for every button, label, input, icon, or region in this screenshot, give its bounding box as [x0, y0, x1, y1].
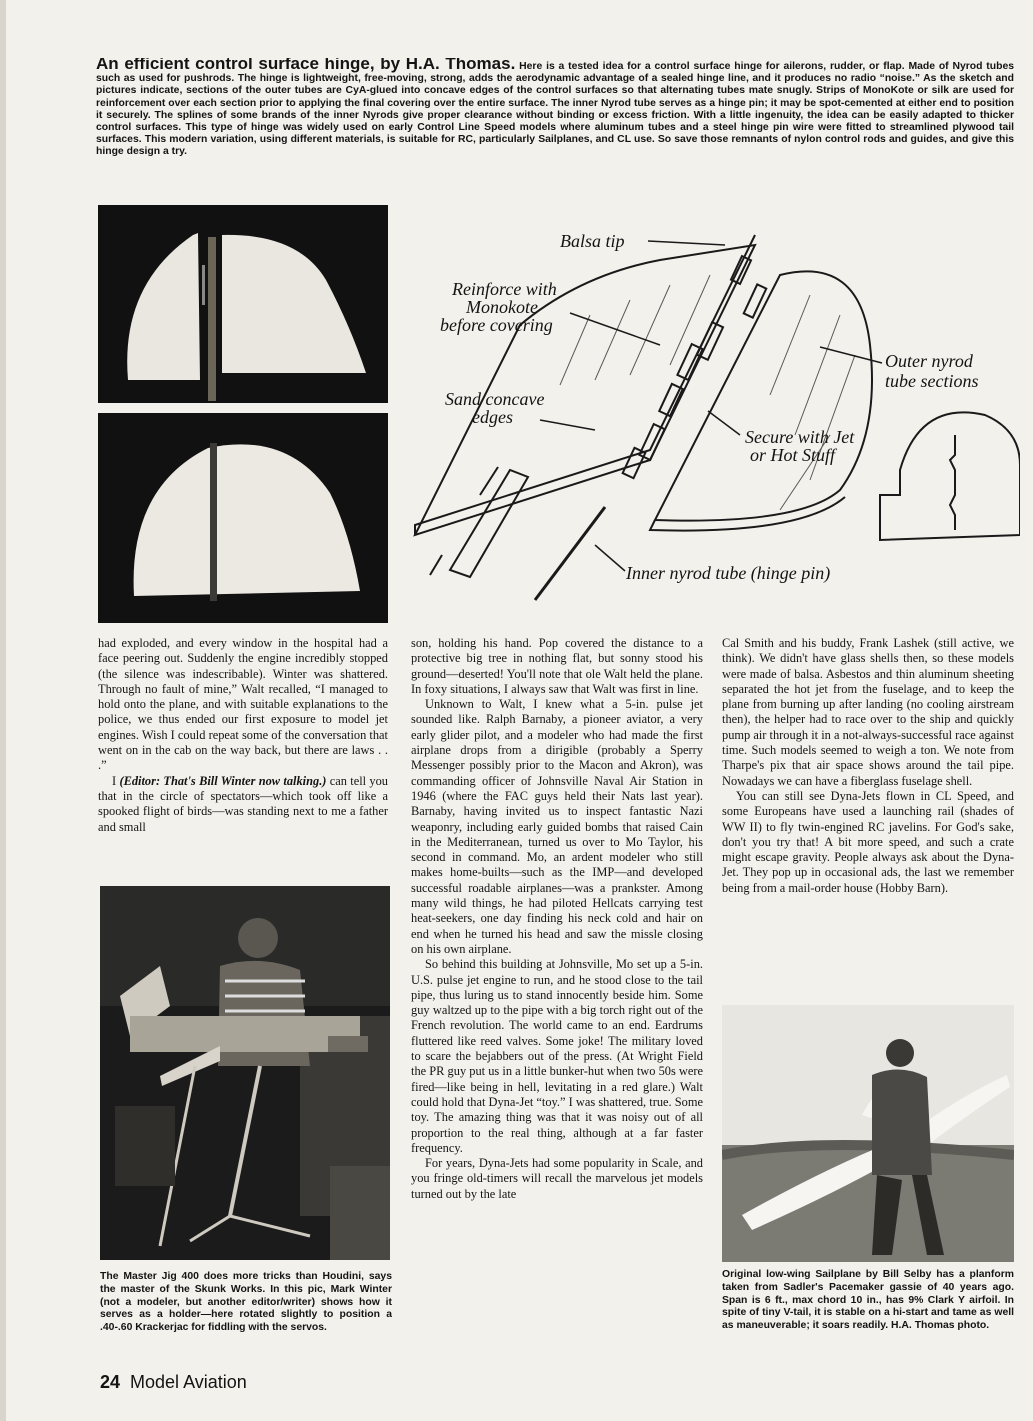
hinge-diagram: [400, 205, 1020, 625]
col2-paragraph-4: For years, Dyna-Jets had some popularity in Scale, and you fringe old-timers will recall the marvelous jet models turned out by the late: [411, 1156, 703, 1201]
photo-rudder-separated: [98, 205, 388, 403]
photo-master-jig: [100, 886, 390, 1260]
hinge-article-title: An efficient control surface hinge, by H.A. Thomas.: [96, 58, 516, 73]
hinge-pin-line: [535, 507, 605, 600]
editor-note: (Editor: That's Bill Winter now talking.): [119, 773, 327, 788]
caption-sailplane: Original low-wing Sailplane by Bill Selby has a planform taken from Sadler's Pacemaker gassie of 40 years ago. Span is 6 ft., max chord 10 in., has 9% Clark Y airfoil. In spite of tiny V-tail, it is stable on a hi-start and tame as well as maneuverable; it soars readily. H.A. Thomas photo.: [722, 1269, 1014, 1332]
column-1: [98, 636, 388, 876]
col3-paragraph-1: Cal Smith and his buddy, Frank Lashek (still active, we think). We didn't have glass shells then, so these models were made of balsa. Asbestos and thin aluminum sheeting separated the hot jet from the fuselage, and to keep the plane from burning up after landing (no cooling airstream then), the helper had to race over to the ship and quickly pump air through it in a not-always-successful race against time. Such models seemed to weigh a ton. We note from Tharpe's pix that air space shows around the tail pipe. Nowadays we can have a fiberglass fuselage shell.: [722, 636, 1014, 788]
photo-rudder-assembled: [98, 413, 388, 623]
label-outer-2: tube sections: [885, 371, 979, 391]
col3-paragraph-2: You can still see Dyna-Jets flown in CL Speed, and some Europeans have used a launching rail (shades of WW II) to fly twin-engined RC javelins. For God's sake, don't you try that! A bit more speed, and such a crate might escape gravity. People always ask about the Dyna-Jet. They pop up in occasional ads, the last we remember being from a mail-order house (Hobby Barn).: [722, 788, 1014, 895]
label-reinforce-1: Reinforce with: [452, 279, 557, 299]
label-balsa-tip: Balsa tip: [560, 231, 625, 251]
magazine-name: Model Aviation: [130, 1372, 247, 1392]
label-outer-1: Outer nyrod: [885, 351, 973, 371]
hinge-article: [96, 58, 1014, 218]
column-2: [411, 636, 703, 1366]
label-reinforce-3: before covering: [440, 315, 553, 335]
rudder-outline-inset: [880, 412, 1020, 540]
sanding-block: [450, 470, 528, 577]
col1-paragraph-1: had exploded, and every window in the hospital had a face peering out. Suddenly the engine incredibly stopped (the silence was indescribable). Winter was shattered. Through no fault of mine,” Walt recalled, “I managed to hold onto the plane, and with suitable explanations to the police, we thus ended our first exposure to model jet engines. Wish I could repeat some of the conversation that went on in the cab on the way back, but there are laws . . .”: [98, 636, 388, 773]
label-sand-1: Sand concave: [445, 389, 545, 409]
page-edge: [0, 0, 6, 1421]
col1-p2-start: I: [112, 773, 120, 788]
label-reinforce-2: Monokote: [466, 297, 538, 317]
column-3: [722, 636, 1014, 996]
hinge-article-body: Here is a tested idea for a control surface hinge for ailerons, rudder, or flap. Made of Nyrod tubes such as used for pushrods. The hinge is lightweight, free-moving, strong, adds the aerodynamic advantage of a sealed hinge line, and it produces no radio “noise.” As the sketch and pictures indicate, sections of the outer tubes are CyA-glued into concave edges of the control surfaces so that alternating tubes mate snugly. Strips of MonoKote or silk are used for reinforcement over each section prior to applying the final covering over the entire surface. The inner Nyrod tube serves as a hinge pin; it may be spot-cemented at either end to position it securely. The splines of some brands of the inner Nyrods give proper clearance without binding or excess friction. With a little ingenuity, the idea can be easily adapted to thicker control surfaces. This type of hinge was widely used on early Control Line Speed models where aluminum tubes and a steel hinge pin wire were fitted to streamlined plywood tail surfaces. This modern variation, using different materials, is suitable for RC, particularly Sailplanes, and CL use. So save those remnants of nylon control rods and guides, and give this hinge design a try.: [96, 61, 1014, 158]
page-number: 24: [100, 1372, 121, 1392]
label-sand-2: edges: [472, 407, 513, 427]
label-secure-1: Secure with Jet: [745, 427, 855, 447]
col1-paragraph-2: [98, 774, 388, 835]
col2-paragraph-3: So behind this building at Johnsville, Mo set up a 5-in. U.S. pulse jet engine to run, and he stood close to the tail pipe, thus luring us to stand innocently beside him. Some guy waltzed up to the pipe with a big torch right out of the French revolution. The world came to an end. Eardrums fluttered like reed valves. Some joke! The military loved to scare the bejabbers out of the press. (At Wright Field the PR guy put us in a little bunker-hut when two 50s were fired—like being in hell, levitating in a red glare.) Walt could hold that Dyna-Jet “toy.” I was shattered, true. Some toy. The amazing thing was that it was noisy out of all proportion to the real thing, although at a far faster frequency.: [411, 957, 703, 1155]
col2-paragraph-1: son, holding his hand. Pop covered the distance to a protective big tree in nothing flat, but sonny stood his ground—deserted! You'll note that ole Walt held the plane. In foxy situations, I always saw that Walt was first in line.: [411, 636, 703, 696]
control-surface-outline: [655, 271, 872, 520]
col2-paragraph-2: Unknown to Walt, I knew what a 5-in. pulse jet sounded like. Ralph Barnaby, a pioneer aviator, a very early glider pilot, and a modeler who had made the first airplane drops from a dirigible (probably a Sperry Messenger possibly prior to the Macon and Akron), was commanding officer of Johnsville Naval Air Station in 1946 (where the FAC guys held their Nats last year). Barnaby, having invited us to inspect fantastic Nazi weaponry, including early guided bombs that raised Cain in the Mediterranean, turned us over to Mo Taylor, his second in command. Mo, an ardent modeler who still makes home-builts—such as the IMP—and developed successful roadable airplanes—was a prankster. Among many wild things, he had piloted Hellcats carrying test heat-seekers, one day finding his neck cold and hair on end when he turned his head and saw the missle closing on his own airplane.: [411, 697, 703, 956]
page-footer: [100, 1372, 247, 1393]
label-secure-2: or Hot Stuff: [750, 445, 836, 465]
label-inner-tube: Inner nyrod tube (hinge pin): [626, 563, 831, 583]
col1-p2-rest: can tell you that in the circle of spectators—which took off like a spooked flight of birds—was standing next to me a father and small: [98, 773, 388, 834]
caption-master-jig: The Master Jig 400 does more tricks than Houdini, says the master of the Skunk Works. In this pic, Mark Winter (not a modeler, but another editor/writer) shows how it serves as a holder—here rotated slightly to position a .40-.60 Krackerjac for fiddling with the servos.: [100, 1271, 392, 1334]
photo-sailplane: [722, 1005, 1014, 1262]
